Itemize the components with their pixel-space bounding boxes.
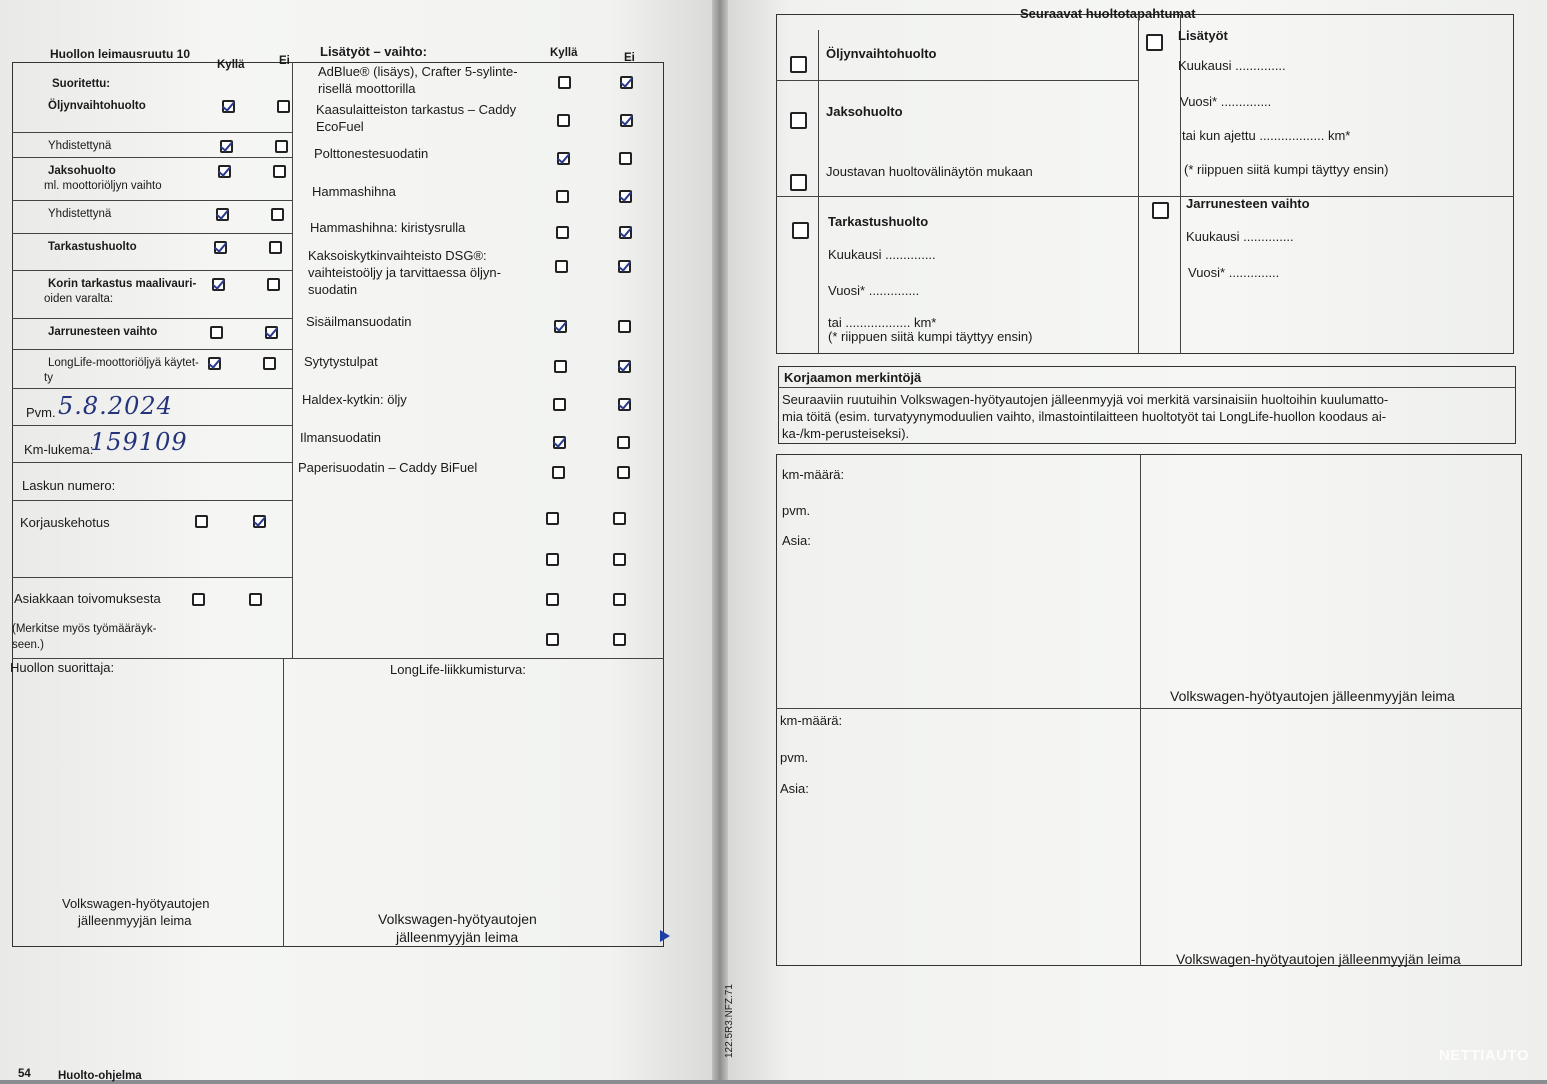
- row-line: [12, 132, 292, 133]
- blank-no-checkbox[interactable]: [613, 512, 626, 525]
- workshop-text-1: Seuraaviin ruutuihin Volkswagen-hyötyautojen jälleenmyyjä voi merkitä varsinaisiin huoltoihin kuulumatto-: [782, 392, 1389, 407]
- extra-row-label: Hammashihna: kiristysrulla: [310, 220, 466, 235]
- service-row-yes-checkbox[interactable]: [212, 278, 225, 291]
- service-row-yes-checkbox[interactable]: [216, 208, 229, 221]
- workshop-grid: [776, 454, 1522, 966]
- blank-yes-checkbox[interactable]: [546, 512, 559, 525]
- extra-title: Lisätyöt – vaihto:: [320, 44, 427, 59]
- service-row-yes-checkbox[interactable]: [208, 357, 221, 370]
- row-line: [776, 196, 1514, 197]
- extra-row-no-checkbox[interactable]: [620, 76, 633, 89]
- customer-yes-checkbox[interactable]: [192, 593, 205, 606]
- extra-row-label: Hammashihna: [312, 184, 396, 199]
- next-page-arrow-icon[interactable]: [660, 930, 670, 942]
- row-line: [12, 233, 292, 234]
- invoice-label: Laskun numero:: [22, 478, 116, 493]
- row-line: [778, 387, 1516, 388]
- no-header: Ei: [279, 55, 290, 67]
- service-row-sublabel: ml. moottoriöljyn vaihto: [44, 180, 162, 192]
- extra-row-label-3: suodatin: [308, 282, 358, 297]
- row-line: [12, 425, 292, 426]
- book-gutter: [712, 0, 728, 1080]
- inspection-month: Kuukausi ..............: [828, 247, 936, 262]
- date-label-2: pvm.: [780, 750, 809, 765]
- repair-yes-checkbox[interactable]: [195, 515, 208, 528]
- stamp-mid-1: Volkswagen-hyötyautojen: [378, 911, 537, 927]
- col-line: [1138, 14, 1139, 354]
- customer-no-checkbox[interactable]: [249, 593, 262, 606]
- extra-no-header: Ei: [624, 52, 635, 64]
- form-title: Huollon leimausruutu 10: [50, 47, 191, 61]
- col-divider-bottom: [283, 658, 284, 947]
- date-label: pvm.: [782, 503, 811, 518]
- next-services-frame: [776, 14, 1514, 354]
- oil-service-checkbox[interactable]: [790, 56, 807, 73]
- service-row-sublabel: oiden varalta:: [44, 293, 114, 305]
- extra-row-no-checkbox[interactable]: [619, 152, 632, 165]
- blank-no-checkbox[interactable]: [613, 593, 626, 606]
- workshop-notes-title: Korjaamon merkintöjä: [784, 370, 922, 385]
- extra-row-no-checkbox[interactable]: [618, 360, 631, 373]
- service-row-label: Yhdistettynä: [48, 208, 112, 220]
- row-line: [12, 462, 292, 463]
- service-row-no-checkbox[interactable]: [271, 208, 284, 221]
- row-line: [12, 200, 292, 201]
- km-amount-label: km-määrä:: [782, 467, 845, 482]
- extra-row-yes-checkbox[interactable]: [557, 114, 570, 127]
- service-row-no-checkbox[interactable]: [269, 241, 282, 254]
- footer-title: Huolto-ohjelma: [58, 1070, 142, 1082]
- service-row-label: Jarrunesteen vaihto: [48, 326, 158, 338]
- extra-work-checkbox[interactable]: [1146, 34, 1163, 51]
- extra-row-label: Kaasulaitteiston tarkastus – Caddy: [316, 102, 517, 117]
- extra-row-no-checkbox[interactable]: [618, 260, 631, 273]
- service-row-no-checkbox[interactable]: [267, 278, 280, 291]
- extra-row-yes-checkbox[interactable]: [553, 436, 566, 449]
- flexible-label: Joustavan huoltovälinäytön mukaan: [826, 164, 1033, 179]
- service-row-yes-checkbox[interactable]: [222, 100, 235, 113]
- extra-yes-header: Kyllä: [550, 47, 578, 59]
- km-label: Km-lukema:: [24, 442, 94, 457]
- col-line: [818, 30, 819, 354]
- workshop-text-2: mia töitä (esim. turvatyynymoduulien vaihto, ilmastointilaitteen huoltotyöt tai LongLife-huollon koodaus ai-: [782, 409, 1387, 424]
- extra-row-label: Ilmansuodatin: [300, 430, 381, 445]
- blank-no-checkbox[interactable]: [613, 553, 626, 566]
- performed-label: Suoritettu:: [52, 78, 111, 90]
- extra-row-no-checkbox[interactable]: [617, 436, 630, 449]
- customer-note-2: seen.): [12, 639, 44, 651]
- extra-row-label: Sisäilmansuodatin: [306, 314, 412, 329]
- inspection-km: tai .................. km*: [828, 315, 937, 330]
- customer-label: Asiakkaan toivomuksesta: [14, 591, 161, 606]
- inspection-label: Tarkastushuolto: [828, 214, 929, 229]
- service-row-yes-checkbox[interactable]: [210, 326, 223, 339]
- stamp-right-2: Volkswagen-hyötyautojen jälleenmyyjän leima: [1176, 951, 1461, 967]
- stamp-left-2: jälleenmyyjän leima: [78, 913, 192, 928]
- extra-row-label-2: vaihteistoöljy ja tarvittaessa öljyn-: [308, 265, 501, 280]
- date-handwritten: 5.8.2024: [58, 392, 173, 420]
- extra-row-no-checkbox[interactable]: [619, 226, 632, 239]
- matter-label: Asia:: [782, 533, 811, 548]
- extra-year: Vuosi* ..............: [1180, 94, 1272, 109]
- service-row-no-checkbox[interactable]: [265, 326, 278, 339]
- inspection-footnote: (* riippuen siitä kumpi täyttyy ensin): [828, 329, 1033, 344]
- extra-row-yes-checkbox[interactable]: [555, 260, 568, 273]
- extra-row-yes-checkbox[interactable]: [554, 320, 567, 333]
- brake-fluid-checkbox[interactable]: [1152, 202, 1169, 219]
- extra-footnote: (* riippuen siitä kumpi täyttyy ensin): [1184, 162, 1389, 177]
- col-line: [1140, 454, 1141, 966]
- row-line: [776, 80, 1138, 81]
- page-number: 54: [18, 1068, 31, 1080]
- stamp-left-1: Volkswagen-hyötyautojen: [62, 896, 210, 911]
- extra-row-yes-checkbox[interactable]: [557, 152, 570, 165]
- service-row-label: Öljynvaihtohuolto: [48, 100, 146, 112]
- row-line: [776, 708, 1522, 709]
- service-row-label: Korin tarkastus maalivauri-: [48, 278, 197, 290]
- row-line: [12, 270, 292, 271]
- next-services-title: Seuraavat huoltotapahtumat: [1020, 6, 1196, 21]
- brake-month: Kuukausi ..............: [1186, 229, 1294, 244]
- service-row-sublabel: ty: [44, 372, 53, 384]
- inspection-year: Vuosi* ..............: [828, 283, 920, 298]
- service-row-label: Yhdistettynä: [48, 140, 112, 152]
- blank-yes-checkbox[interactable]: [546, 633, 559, 646]
- extra-row-label-2: risellä moottorilla: [318, 81, 416, 96]
- extra-row-label-2: EcoFuel: [316, 119, 364, 134]
- row-line: [12, 577, 292, 578]
- longlife-label: LongLife-liikkumisturva:: [390, 662, 526, 677]
- yes-header: Kyllä: [217, 59, 245, 71]
- service-row-label: Tarkastushuolto: [48, 241, 137, 253]
- customer-note: (Merkitse myös työmääräyk-: [12, 623, 157, 635]
- service-row-label: Jaksohuolto: [48, 165, 116, 177]
- km-handwritten: 159109: [90, 428, 188, 456]
- blank-yes-checkbox[interactable]: [546, 593, 559, 606]
- extra-row-label: Haldex-kytkin: öljy: [302, 392, 407, 407]
- service-row-yes-checkbox[interactable]: [218, 165, 231, 178]
- date-label: Pvm.: [26, 405, 56, 420]
- extra-work-label: Lisätyöt: [1178, 28, 1228, 43]
- extra-row-label: Kaksoiskytkinvaihteisto DSG®:: [308, 248, 487, 263]
- extra-row-no-checkbox[interactable]: [618, 398, 631, 411]
- watermark-logo: NETTIAUTO: [1438, 1047, 1529, 1064]
- service-row-label: LongLife-moottoriöljyä käytet-: [48, 357, 199, 369]
- stamp-right-1: Volkswagen-hyötyautojen jälleenmyyjän leima: [1170, 688, 1455, 704]
- extra-month: Kuukausi ..............: [1178, 58, 1286, 73]
- km-amount-label-2: km-määrä:: [780, 713, 843, 728]
- performer-label: Huollon suorittaja:: [10, 660, 115, 675]
- extra-row-yes-checkbox[interactable]: [554, 360, 567, 373]
- extra-row-label: Paperisuodatin – Caddy BiFuel: [298, 460, 478, 475]
- service-row-no-checkbox[interactable]: [263, 357, 276, 370]
- extra-row-label: AdBlue® (lisäys), Crafter 5-sylinte-: [318, 64, 518, 79]
- row-line: [12, 157, 292, 158]
- col-divider: [292, 62, 293, 658]
- brake-fluid-label: Jarrunesteen vaihto: [1186, 196, 1310, 211]
- extra-row-yes-checkbox[interactable]: [558, 76, 571, 89]
- repair-label: Korjauskehotus: [20, 515, 110, 530]
- repair-no-checkbox[interactable]: [253, 515, 266, 528]
- divider: [292, 658, 664, 659]
- blank-no-checkbox[interactable]: [613, 633, 626, 646]
- blank-yes-checkbox[interactable]: [546, 553, 559, 566]
- extra-row-yes-checkbox[interactable]: [556, 190, 569, 203]
- side-code: 122.5R3.NFZ.71: [724, 984, 735, 1058]
- oil-service-label: Öljynvaihtohuolto: [826, 46, 937, 61]
- row-line: [12, 318, 292, 319]
- flexible-checkbox[interactable]: [790, 174, 807, 191]
- extra-row-no-checkbox[interactable]: [620, 114, 633, 127]
- extra-row-no-checkbox[interactable]: [617, 466, 630, 479]
- row-line: [12, 388, 292, 389]
- stamp-mid-2: jälleenmyyjän leima: [396, 929, 519, 945]
- extra-row-yes-checkbox[interactable]: [553, 398, 566, 411]
- extra-row-no-checkbox[interactable]: [619, 190, 632, 203]
- service-row-yes-checkbox[interactable]: [220, 140, 233, 153]
- service-row-no-checkbox[interactable]: [277, 100, 290, 113]
- extra-row-yes-checkbox[interactable]: [556, 226, 569, 239]
- matter-label-2: Asia:: [780, 781, 809, 796]
- interval-service-label: Jaksohuolto: [826, 104, 903, 119]
- service-row-no-checkbox[interactable]: [275, 140, 288, 153]
- extra-row-label: Sytytystulpat: [304, 354, 378, 369]
- extra-row-no-checkbox[interactable]: [618, 320, 631, 333]
- extra-row-label: Polttonestesuodatin: [314, 146, 429, 161]
- service-row-no-checkbox[interactable]: [273, 165, 286, 178]
- row-line: [12, 500, 292, 501]
- inspection-checkbox[interactable]: [792, 222, 809, 239]
- row-line: [12, 658, 292, 659]
- extra-km: tai kun ajettu .................. km*: [1182, 128, 1351, 143]
- service-row-yes-checkbox[interactable]: [214, 241, 227, 254]
- brake-year: Vuosi* ..............: [1188, 265, 1280, 280]
- workshop-text-3: ka-/km-perusteiseksi).: [782, 426, 910, 441]
- row-line: [12, 349, 292, 350]
- extra-row-yes-checkbox[interactable]: [552, 466, 565, 479]
- interval-service-checkbox[interactable]: [790, 112, 807, 129]
